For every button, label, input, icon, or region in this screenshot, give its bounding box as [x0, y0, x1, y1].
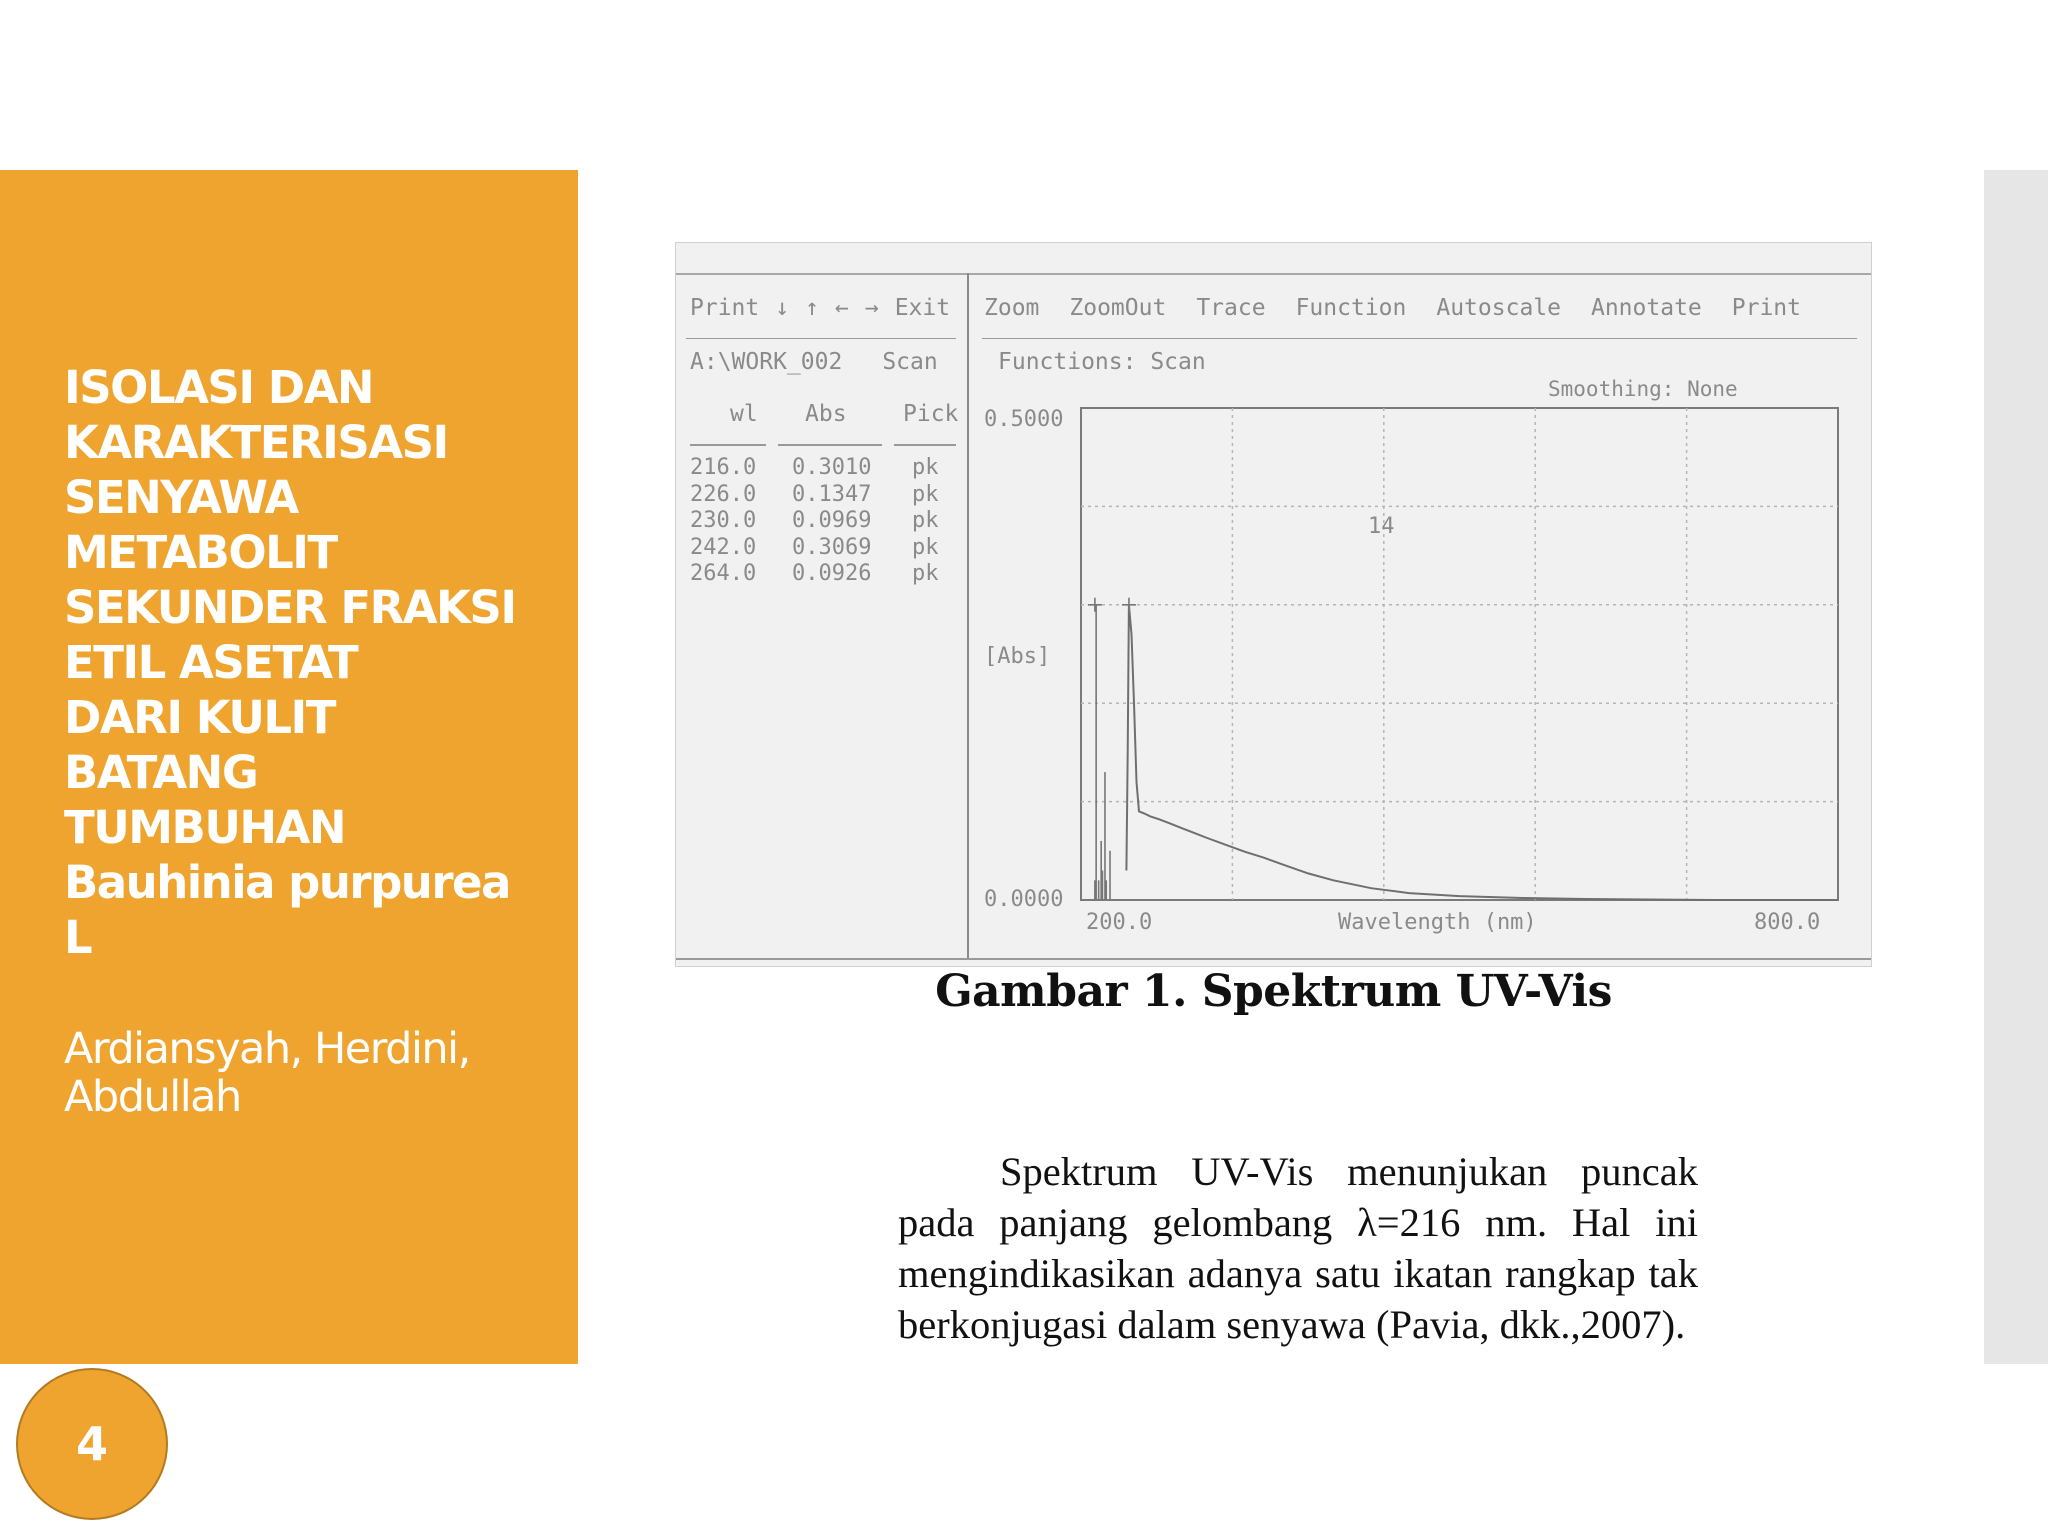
arrow-left-icon: ← — [834, 295, 849, 321]
file-path: A:\WORK_002 — [690, 349, 843, 375]
menu-item-function: Function — [1295, 295, 1407, 321]
title-line: DARI KULIT — [64, 691, 335, 744]
x-tick-label: 200.0 — [1086, 910, 1153, 935]
title-line: SEKUNDER FRAKSI — [64, 581, 516, 634]
chart-annotation: 14 — [1368, 514, 1395, 539]
body-paragraph — [898, 1146, 1698, 1350]
cell-abs: 0.3010 — [792, 455, 872, 480]
spectrum-traces — [1088, 598, 1838, 900]
title-line: BATANG — [64, 746, 258, 799]
figure-caption: Gambar 1. Spektrum UV-Vis — [935, 966, 1612, 1017]
arrow-down-icon: ↓ — [775, 295, 790, 321]
uv-vis-spectrum-chart — [676, 243, 1873, 968]
cell-pick: pk — [912, 455, 939, 480]
author-line: Abdullah — [64, 1072, 241, 1122]
menu-item-print: Print — [690, 295, 760, 321]
menu-item-print: Print — [1731, 295, 1802, 321]
menu-item-zoomout: ZoomOut — [1069, 295, 1167, 321]
cell-abs: 0.3069 — [792, 534, 872, 560]
cell-wl: 226.0 — [690, 481, 757, 507]
column-header-wl: wl — [730, 401, 758, 427]
scan-mode: Scan — [882, 349, 938, 375]
column-header-abs: Abs — [805, 401, 847, 427]
side-decoration-bar — [1984, 170, 2048, 1364]
title-line: KARAKTERISASI — [64, 416, 448, 469]
menu-item-trace: Trace — [1196, 295, 1266, 321]
cell-wl: 230.0 — [690, 508, 757, 533]
cell-abs: 0.0969 — [792, 508, 872, 533]
cell-abs: 0.1347 — [792, 481, 872, 507]
column-header-pick: Pick — [903, 401, 959, 427]
cell-wl: 216.0 — [690, 455, 757, 480]
menu-item-autoscale: Autoscale — [1436, 295, 1561, 321]
y-tick-label: 0.5000 — [984, 407, 1064, 432]
title-line: SENYAWA — [64, 471, 298, 524]
cell-pick: pk — [912, 481, 939, 507]
x-axis-label: Wavelength (nm) — [1338, 910, 1537, 935]
title-line: ETIL ASETAT — [64, 636, 358, 689]
menu-item-zoom: Zoom — [984, 295, 1040, 321]
functions-label: Functions: Scan — [998, 349, 1206, 375]
cell-abs: 0.0926 — [792, 561, 872, 586]
body-text: Spektrum UV-Vis menunjukan puncak pada panjang gelombang λ=216 nm. Hal ini mengindikasikan adanya satu ikatan rangkap tak berkonjugasi dalam senyawa (Pavia, dkk.,2007). — [898, 1148, 1698, 1347]
cell-wl: 242.0 — [690, 534, 757, 560]
menu-item-exit: Exit — [894, 295, 951, 321]
peak-marker — [1122, 598, 1136, 612]
title-line: L — [64, 911, 92, 964]
cell-pick: pk — [912, 561, 939, 586]
smoothing-label: Smoothing: None — [1548, 377, 1738, 401]
slide-number-badge: 4 — [16, 1368, 168, 1520]
arrow-right-icon: → — [864, 295, 879, 321]
y-axis-label: [Abs] — [984, 644, 1051, 669]
plot-frame — [1081, 408, 1838, 900]
title-panel — [0, 170, 578, 1364]
x-tick-label: 800.0 — [1754, 910, 1821, 935]
peak-marker — [1088, 598, 1102, 612]
spectrum-figure — [675, 242, 1872, 967]
menu-item-annotate: Annotate — [1590, 295, 1702, 321]
cell-wl: 264.0 — [690, 561, 757, 586]
slide-authors — [64, 1025, 538, 1121]
title-line: ISOLASI DAN — [64, 361, 374, 414]
title-line: Bauhinia purpurea — [64, 856, 510, 909]
title-line: TUMBUHAN — [64, 801, 346, 854]
cell-pick: pk — [912, 508, 939, 533]
y-tick-label: 0.0000 — [984, 887, 1064, 912]
author-line: Ardiansyah, Herdini, — [64, 1024, 470, 1074]
arrow-up-icon: ↑ — [805, 295, 819, 321]
slide-title — [64, 360, 538, 965]
cell-pick: pk — [912, 534, 939, 560]
title-line: METABOLIT — [64, 526, 337, 579]
